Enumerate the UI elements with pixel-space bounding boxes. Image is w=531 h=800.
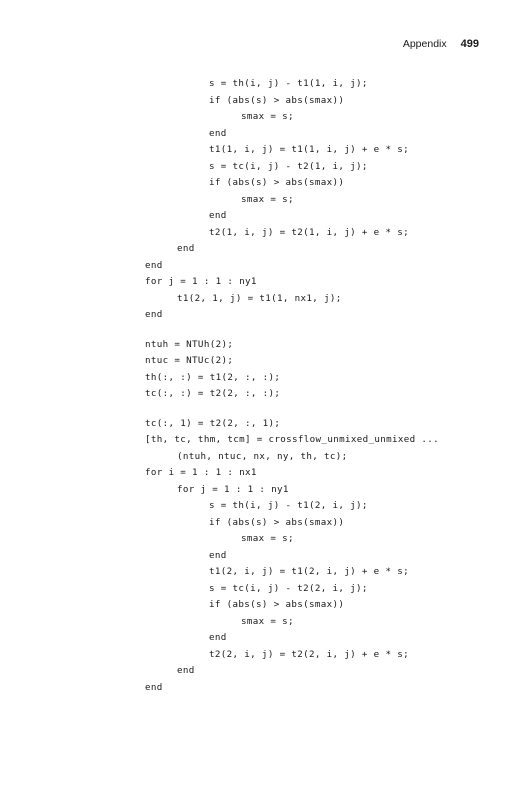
code-line: end <box>209 127 227 139</box>
code-line: s = tc(i, j) - t2(1, i, j); <box>209 160 368 172</box>
code-line: t2(2, i, j) = t2(2, i, j) + e * s; <box>209 648 409 660</box>
code-line: t1(2, i, j) = t1(2, i, j) + e * s; <box>209 566 409 577</box>
blank-line <box>145 403 439 416</box>
code-line: t1(1, i, j) = t1(1, i, j) + e * s; <box>209 144 409 155</box>
code-line: ntuc = NTUc(2); <box>145 355 234 366</box>
code-line: th(:, :) = t1(2, :, :); <box>145 371 281 383</box>
code-line: if (abs(s) > abs(smax)) <box>209 177 345 188</box>
code-line: ntuh = NTUh(2); <box>145 338 234 350</box>
code-line: end <box>177 665 195 676</box>
code-line: end <box>145 259 163 271</box>
blank-line <box>145 324 439 337</box>
code-line: s = th(i, j) - t1(2, i, j); <box>209 500 368 511</box>
code-line: for i = 1 : 1 : nx1 <box>145 467 257 478</box>
code-line: end <box>209 549 227 561</box>
code-line: end <box>145 309 163 320</box>
code-line: smax = s; <box>241 193 294 205</box>
code-line: end <box>145 681 163 693</box>
page-number: 499 <box>460 38 479 50</box>
code-line: for j = 1 : 1 : ny1 <box>177 483 289 495</box>
code-line: tc(:, 1) = t2(2, :, 1); <box>145 417 281 429</box>
code-line: smax = s; <box>241 533 294 544</box>
code-line: smax = s; <box>241 615 294 627</box>
code-line: s = th(i, j) - t1(1, i, j); <box>209 78 368 89</box>
code-line: end <box>177 243 195 254</box>
section-title: Appendix <box>402 38 447 50</box>
code-line: for j = 1 : 1 : ny1 <box>145 276 257 287</box>
code-line: if (abs(s) > abs(smax)) <box>209 516 345 528</box>
code-line: [th, tc, thm, tcm] = crossflow_unmixed_unmixed ... <box>145 434 440 445</box>
code-line: s = tc(i, j) - t2(2, i, j); <box>209 582 368 594</box>
code-listing <box>145 76 439 696</box>
code-line: smax = s; <box>241 111 294 122</box>
code-line: tc(:, :) = t2(2, :, :); <box>145 388 281 399</box>
code-line: if (abs(s) > abs(smax)) <box>209 599 345 610</box>
code-line: if (abs(s) > abs(smax)) <box>209 94 345 106</box>
code-line: t2(1, i, j) = t2(1, i, j) + e * s; <box>209 226 409 238</box>
code-line: end <box>209 632 227 643</box>
code-line: (ntuh, ntuc, nx, ny, th, tc); <box>177 450 348 462</box>
code-line: end <box>209 210 227 221</box>
code-line: t1(2, 1, j) = t1(1, nx1, j); <box>177 292 342 304</box>
running-header <box>403 38 479 50</box>
